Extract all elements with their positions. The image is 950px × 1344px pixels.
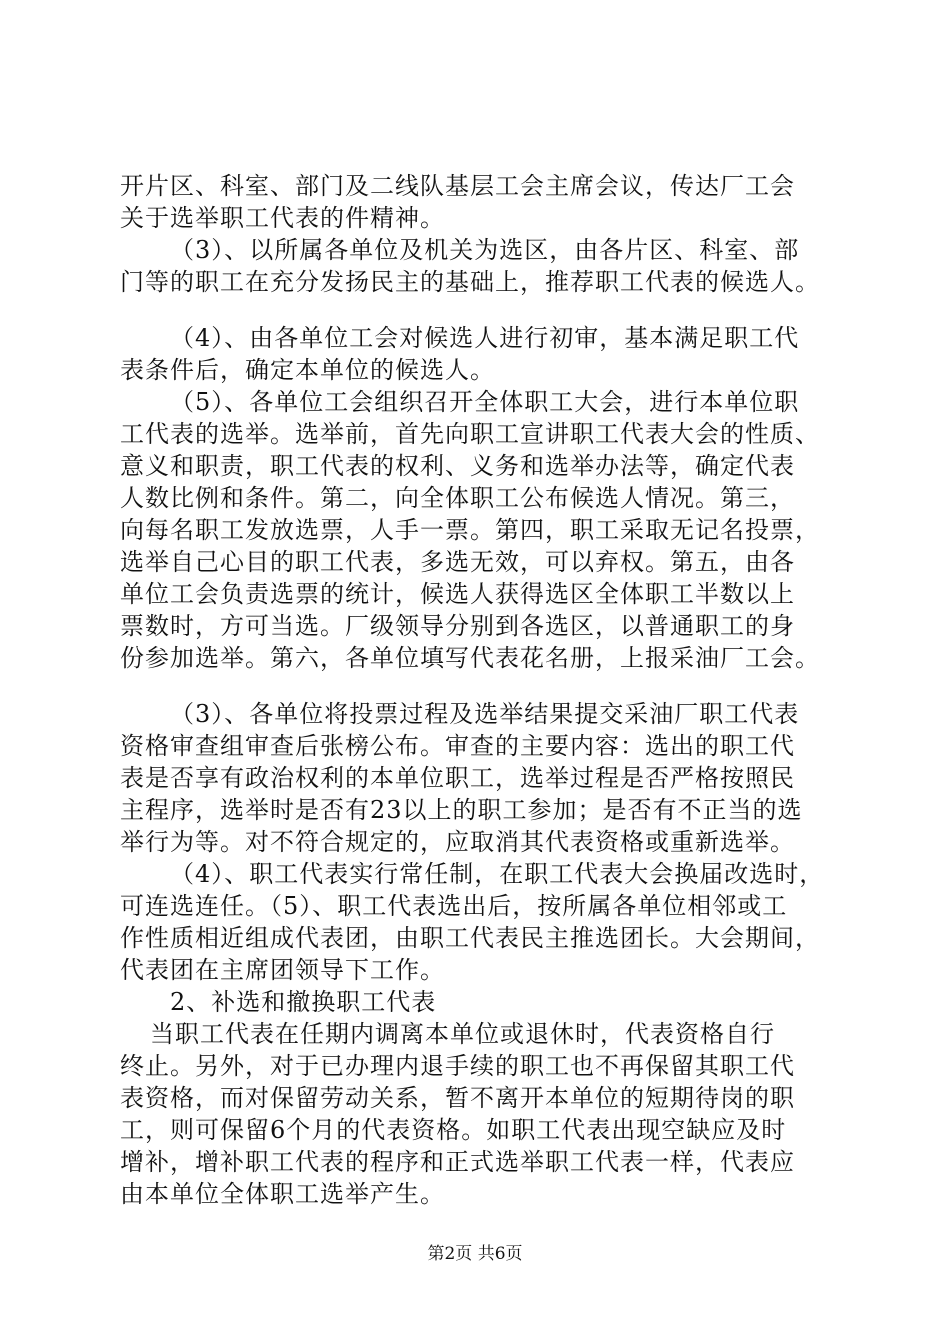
text-line: （4）、由各单位工会对候选人进行初审，基本满足职工代 bbox=[170, 324, 800, 352]
text-line: 单位工会负责选票的统计，候选人获得选区全体职工半数以上 bbox=[120, 580, 795, 608]
paragraph-gap bbox=[120, 674, 840, 698]
text-line: 份参加选举。第六，各单位填写代表花名册，上报采油厂工会。 bbox=[120, 644, 820, 672]
text-line: 资格审查组审查后张榜公布。审查的主要内容：选出的职工代 bbox=[120, 732, 795, 760]
text-line: 终止。另外，对于已办理内退手续的职工也不再保留其职工代 bbox=[120, 1052, 795, 1080]
text-line: 票数时，方可当选。厂级领导分别到各选区，以普通职工的身 bbox=[120, 612, 795, 640]
text-line: 开片区、科室、部门及二线队基层工会主席会议，传达厂工会 bbox=[120, 172, 795, 200]
text-line: 由本单位全体职工选举产生。 bbox=[120, 1180, 445, 1208]
text-line: 当职工代表在任期内调离本单位或退休时，代表资格自行 bbox=[150, 1020, 775, 1048]
text-line: 选举自己心目的职工代表，多选无效，可以弃权。第五，由各 bbox=[120, 548, 795, 576]
text-line: 工，则可保留6个月的代表资格。如职工代表出现空缺应及时 bbox=[120, 1116, 787, 1144]
text-line: 代表团在主席团领导下工作。 bbox=[120, 956, 445, 984]
text-line: （4）、职工代表实行常任制，在职工代表大会换届改选时， bbox=[170, 860, 825, 888]
paragraph-gap bbox=[120, 298, 840, 322]
section-heading: 2、补选和撤换职工代表 bbox=[170, 988, 437, 1016]
text-line: 主程序，选举时是否有23以上的职工参加；是否有不正当的选 bbox=[120, 796, 803, 824]
text-line: 向每名职工发放选票，人手一票。第四，职工采取无记名投票， bbox=[120, 516, 820, 544]
text-line: 表是否享有政治权利的本单位职工，选举过程是否严格按照民 bbox=[120, 764, 795, 792]
text-line: 表资格，而对保留劳动关系，暂不离开本单位的短期待岗的职 bbox=[120, 1084, 795, 1112]
text-line: 门等的职工在充分发扬民主的基础上，推荐职工代表的候选人。 bbox=[120, 268, 820, 296]
text-line: 人数比例和条件。第二，向全体职工公布候选人情况。第三， bbox=[120, 484, 795, 512]
text-line: 增补，增补职工代表的程序和正式选举职工代表一样，代表应 bbox=[120, 1148, 795, 1176]
text-line: （5）、各单位工会组织召开全体职工大会，进行本单位职 bbox=[170, 388, 800, 416]
text-line: （3）、各单位将投票过程及选举结果提交采油厂职工代表 bbox=[170, 700, 800, 728]
text-line: 举行为等。对不符合规定的，应取消其代表资格或重新选举。 bbox=[120, 828, 795, 856]
text-line: 工代表的选举。选举前，首先向职工宣讲职工代表大会的性质、 bbox=[120, 420, 820, 448]
text-line: （3）、以所属各单位及机关为选区，由各片区、科室、部 bbox=[170, 236, 800, 264]
text-line: 作性质相近组成代表团，由职工代表民主推选团长。大会期间， bbox=[120, 924, 820, 952]
page-number-footer: 第2页 共6页 bbox=[427, 1244, 523, 1264]
text-line: 表条件后，确定本单位的候选人。 bbox=[120, 356, 495, 384]
text-line: 意义和职责，职工代表的权利、义务和选举办法等，确定代表 bbox=[120, 452, 795, 480]
text-line: 关于选举职工代表的件精神。 bbox=[120, 204, 445, 232]
body-text bbox=[120, 170, 840, 1210]
text-line: 可连选连任。（5）、职工代表选出后，按所属各单位相邻或工 bbox=[120, 892, 788, 920]
